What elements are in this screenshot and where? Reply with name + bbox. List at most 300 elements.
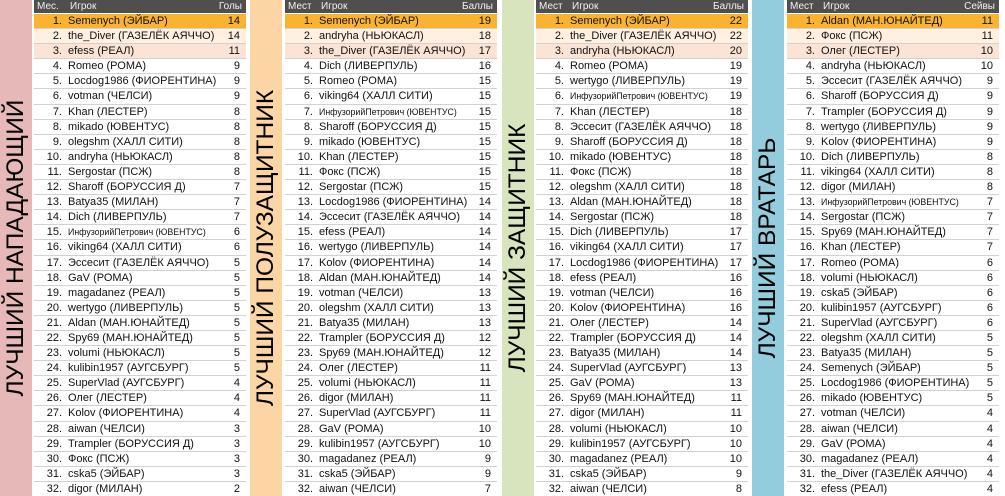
table-row: [787, 180, 999, 195]
header-stat: Баллы: [462, 1, 493, 12]
table-row: [787, 59, 999, 74]
player-name: Фокс (ПСЖ): [68, 452, 130, 465]
stat-value: 4: [233, 377, 240, 390]
player-name: andryha (НЬЮКАСЛ): [319, 30, 424, 43]
header-place: Мест: [288, 1, 312, 12]
player-name: Фокс (ПСЖ): [570, 165, 632, 178]
table-row: [34, 301, 246, 316]
player-name: wertygo (ЛИВЕРПУЛЬ): [319, 241, 435, 254]
player-name: olegshm (ХАЛЛ СИТИ): [821, 331, 936, 344]
table-row: [787, 467, 999, 482]
player-name: Эссесит (ГАЗЕЛЁК АЯЧЧО): [319, 211, 461, 224]
stat-value: 5: [986, 377, 993, 390]
table-row: [34, 422, 246, 437]
player-name: Фокс (ПСЖ): [821, 30, 883, 43]
table-row: [34, 437, 246, 452]
stat-value: 5: [233, 256, 240, 269]
player-name: GaV (РОМА): [68, 271, 133, 284]
stat-value: 11: [730, 392, 742, 405]
table-row: [285, 346, 497, 361]
stat-value: 2: [233, 482, 240, 495]
place-cell: 22.: [46, 331, 62, 344]
table-row: [34, 482, 246, 496]
player-name: Aldan (МАН.ЮНАЙТЕД): [319, 271, 441, 284]
player-name: Kolov (ФИОРЕНТИНА): [68, 407, 184, 420]
table-row: [34, 59, 246, 74]
place-cell: 26.: [548, 392, 564, 405]
player-name: Trampler (БОРУССИЯ Д): [319, 331, 445, 344]
place-cell: 19.: [46, 286, 62, 299]
place-cell: 2.: [303, 30, 313, 43]
player-name: andryha (НЬЮКАСЛ): [570, 45, 675, 58]
table-row: [285, 422, 497, 437]
table-row: [536, 14, 748, 29]
table-row: [285, 271, 497, 286]
table-row: [787, 346, 999, 361]
table-row: [34, 331, 246, 346]
table-row: [285, 89, 497, 104]
player-name: kulibin1957 (АУГСБУРГ): [821, 301, 942, 314]
table-row: [285, 286, 497, 301]
place-cell: 4.: [303, 60, 313, 73]
player-name: cska5 (ЭЙБАР): [570, 467, 647, 480]
stat-value: 13: [478, 286, 491, 299]
player-name: Locdog1986 (ФИОРЕНТИНА): [68, 75, 217, 88]
place-cell: 11.: [800, 165, 815, 178]
player-name: Romeo (РОМА): [319, 75, 397, 88]
stat-value: 14: [478, 271, 491, 284]
table-row: [285, 29, 497, 44]
table-row: [536, 406, 748, 421]
place-cell: 24.: [548, 362, 564, 375]
player-name: Batya35 (МИЛАН): [319, 316, 410, 329]
table-row: [787, 105, 999, 120]
stat-value: 15: [478, 120, 491, 133]
table-row: [536, 331, 748, 346]
place-cell: 8.: [52, 120, 62, 133]
table-row: [787, 271, 999, 286]
stat-value: 10: [729, 422, 742, 435]
table-body: [536, 14, 748, 496]
player-name: Kolov (ФИОРЕНТИНА): [319, 256, 435, 269]
table-row: [285, 331, 497, 346]
stat-value: 10: [980, 60, 993, 73]
table-row: [285, 361, 497, 376]
stat-value: 6: [986, 286, 993, 299]
stat-value: 8: [735, 482, 742, 495]
stat-value: 18: [478, 30, 491, 43]
place-cell: 26.: [46, 392, 62, 405]
stat-value: 6: [986, 256, 993, 269]
place-cell: 6.: [805, 90, 815, 103]
table-row: [787, 406, 999, 421]
place-cell: 31.: [799, 467, 815, 480]
place-cell: 27.: [297, 407, 313, 420]
table-row: [787, 135, 999, 150]
category-band-forward: [0, 0, 32, 496]
player-name: olegshm (ХАЛЛ СИТИ): [570, 181, 685, 194]
place-cell: 6.: [303, 90, 313, 103]
player-name: volumi (НЬЮКАСЛ): [570, 422, 667, 435]
stat-value: 16: [478, 60, 491, 73]
table-row: [34, 105, 246, 120]
table-row: [285, 180, 497, 195]
stat-value: 19: [478, 15, 491, 27]
stat-value: 10: [729, 452, 742, 465]
table-row: [34, 256, 246, 271]
stat-value: 7: [986, 241, 993, 254]
player-name: Trampler (БОРУССИЯ Д): [821, 105, 947, 118]
stat-value: 13: [478, 316, 491, 329]
stat-value: 7: [233, 196, 240, 209]
place-cell: 12.: [46, 181, 62, 194]
table-row: [536, 180, 748, 195]
place-cell: 32.: [799, 482, 815, 495]
category-title: ЛУЧШИЙ НАПАДАЮЩИЙ: [2, 99, 29, 397]
player-name: Эссесит (ГАЗЕЛЁК АЯЧЧО): [821, 75, 963, 88]
table-row: [34, 29, 246, 44]
player-name: olegshm (ХАЛЛ СИТИ): [319, 301, 434, 314]
place-cell: 29.: [46, 437, 62, 450]
table-row: [285, 59, 497, 74]
place-cell: 11.: [549, 165, 564, 178]
player-name: digor (МИЛАН): [319, 392, 394, 405]
player-name: mikado (ЮВЕНТУС): [821, 392, 923, 405]
player-name: volumi (НЬЮКАСЛ): [821, 271, 918, 284]
table-row: [285, 210, 497, 225]
place-cell: 21.: [46, 316, 62, 329]
stat-value: 18: [729, 196, 742, 209]
table-body: [787, 14, 999, 496]
table-row: [787, 286, 999, 301]
player-name: Sharoff (БОРУССИЯ Д): [68, 181, 186, 194]
player-name: wertygo (ЛИВЕРПУЛЬ): [821, 120, 937, 133]
table-row: [285, 437, 497, 452]
category-band-goalkeeper: [752, 0, 784, 496]
table-row: [536, 346, 748, 361]
stat-value: 18: [729, 135, 742, 148]
table-row: [536, 105, 748, 120]
table-row: [34, 44, 246, 59]
stat-value: 5: [986, 331, 993, 344]
header-player: Игрок: [321, 1, 348, 12]
place-cell: 31.: [548, 467, 564, 480]
leaderboard-defenders: [536, 0, 748, 496]
stat-value: 15: [478, 105, 491, 118]
player-name: the_Diver (ГАЗЕЛЁК АЯЧЧО): [821, 467, 968, 480]
place-cell: 9.: [805, 135, 815, 148]
table-row: [285, 135, 497, 150]
stat-value: 4: [986, 437, 993, 450]
stat-value: 22: [729, 15, 742, 27]
table-row: [787, 165, 999, 180]
place-cell: 32.: [297, 482, 313, 495]
stat-value: 11: [981, 15, 993, 27]
table-row: [787, 74, 999, 89]
table-header: [285, 0, 497, 13]
table-row: [536, 467, 748, 482]
stat-value: 13: [478, 301, 491, 314]
player-name: Kolov (ФИОРЕНТИНА): [821, 135, 937, 148]
stat-value: 14: [729, 331, 742, 344]
stat-value: 14: [478, 241, 491, 254]
player-name: aiwan (ЧЕЛСИ): [570, 482, 647, 495]
place-cell: 9.: [554, 135, 564, 148]
place-cell: 10.: [46, 150, 62, 163]
table-row: [787, 437, 999, 452]
player-name: Locdog1986 (ФИОРЕНТИНА): [821, 377, 970, 390]
table-row: [787, 240, 999, 255]
stat-value: 19: [729, 75, 742, 88]
place-cell: 7.: [554, 105, 564, 118]
table-row: [34, 74, 246, 89]
stat-value: 8: [233, 135, 240, 148]
place-cell: 13.: [297, 196, 313, 209]
stat-value: 14: [227, 30, 240, 43]
place-cell: 26.: [799, 392, 815, 405]
table-row: [536, 256, 748, 271]
stat-value: 15: [478, 165, 491, 178]
player-name: Aldan (МАН.ЮНАЙТЕД): [68, 316, 190, 329]
stat-value: 10: [478, 437, 491, 450]
place-cell: 18.: [46, 271, 62, 284]
table-row: [285, 376, 497, 391]
table-row: [787, 482, 999, 496]
place-cell: 9.: [52, 135, 62, 148]
player-name: SuperVlad (АУГСБУРГ): [821, 316, 938, 329]
stat-value: 9: [986, 120, 993, 133]
stat-value: 6: [986, 316, 993, 329]
table-row: [536, 286, 748, 301]
table-row: [536, 210, 748, 225]
place-cell: 10.: [548, 150, 564, 163]
place-cell: 30.: [297, 452, 313, 465]
stat-value: 4: [986, 482, 993, 495]
place-cell: 14.: [46, 211, 62, 224]
table-row: [787, 422, 999, 437]
table-row: [787, 331, 999, 346]
player-name: Sergostar (ПСЖ): [821, 211, 906, 224]
player-name: efess (РЕАЛ): [68, 45, 135, 58]
place-cell: 30.: [46, 452, 62, 465]
stat-value: 5: [233, 301, 240, 314]
player-name: Khan (ЛЕСТЕР): [319, 150, 399, 163]
player-name: mikado (ЮВЕНТУС): [570, 150, 672, 163]
player-name: SuperVlad (АУГСБУРГ): [68, 377, 185, 390]
stat-value: 6: [233, 226, 240, 239]
player-name: Олег (ЛЕСТЕР): [570, 316, 649, 329]
place-cell: 3.: [303, 45, 313, 58]
stat-value: 5: [233, 331, 240, 344]
stat-value: 19: [729, 90, 742, 103]
place-cell: 21.: [297, 316, 313, 329]
player-name: digor (МИЛАН): [821, 181, 896, 194]
stat-value: 11: [479, 377, 491, 390]
place-cell: 20.: [297, 301, 313, 314]
stat-value: 16: [729, 271, 742, 284]
stat-value: 8: [986, 150, 993, 163]
player-name: Sharoff (БОРУССИЯ Д): [570, 135, 688, 148]
place-cell: 28.: [297, 422, 313, 435]
player-name: Khan (ЛЕСТЕР): [821, 241, 901, 254]
table-row: [536, 165, 748, 180]
table-row: [34, 391, 246, 406]
place-cell: 7.: [52, 105, 62, 118]
stat-value: 11: [228, 45, 240, 58]
table-row: [787, 452, 999, 467]
place-cell: 28.: [46, 422, 62, 435]
player-name: the_Diver (ГАЗЕЛЁК АЯЧЧО): [319, 45, 466, 58]
player-name: Spy69 (МАН.ЮНАЙТЕД): [319, 347, 444, 360]
table-row: [536, 301, 748, 316]
player-name: GaV (РОМА): [821, 437, 886, 450]
place-cell: 25.: [799, 377, 815, 390]
stat-value: 5: [986, 347, 993, 360]
player-name: ИнфузорийПетрович (ЮВЕНТУС): [821, 197, 959, 208]
player-name: Sharoff (БОРУССИЯ Д): [821, 90, 939, 103]
place-cell: 4.: [805, 60, 815, 73]
table-row: [536, 271, 748, 286]
place-cell: 5.: [52, 75, 62, 88]
player-name: Sergostar (ПСЖ): [570, 211, 655, 224]
leaderboard-goalkeepers: [787, 0, 999, 496]
place-cell: 18.: [799, 271, 815, 284]
player-name: digor (МИЛАН): [570, 407, 645, 420]
stat-value: 5: [233, 362, 240, 375]
table-row: [285, 467, 497, 482]
place-cell: 17.: [297, 256, 313, 269]
table-row: [536, 89, 748, 104]
place-cell: 3.: [554, 45, 564, 58]
player-name: cska5 (ЭЙБАР): [319, 467, 396, 480]
table-row: [536, 44, 748, 59]
place-cell: 7.: [805, 105, 815, 118]
place-cell: 16.: [799, 241, 815, 254]
stat-value: 14: [478, 256, 491, 269]
place-cell: 6.: [52, 90, 62, 103]
player-name: efess (РЕАЛ): [821, 482, 888, 495]
table-row: [285, 14, 497, 29]
table-row: [34, 406, 246, 421]
player-name: wertygo (ЛИВЕРПУЛЬ): [68, 301, 184, 314]
table-row: [34, 180, 246, 195]
place-cell: 5.: [805, 75, 815, 88]
player-name: Sergostar (ПСЖ): [68, 165, 153, 178]
place-cell: 4.: [554, 60, 564, 73]
place-cell: 16.: [46, 241, 62, 254]
place-cell: 30.: [799, 452, 815, 465]
place-cell: 22.: [548, 331, 564, 344]
place-cell: 15.: [46, 226, 62, 239]
player-name: ИнфузорийПетрович (ЮВЕНТУС): [319, 106, 457, 117]
stat-value: 13: [729, 377, 742, 390]
table-row: [34, 316, 246, 331]
place-cell: 24.: [46, 362, 62, 375]
stat-value: 18: [729, 211, 742, 224]
player-name: Romeo (РОМА): [821, 256, 899, 269]
place-cell: 8.: [554, 120, 564, 133]
stat-value: 18: [729, 181, 742, 194]
player-name: Trampler (БОРУССИЯ Д): [570, 331, 696, 344]
table-row: [285, 44, 497, 59]
place-cell: 6.: [554, 90, 564, 103]
table-row: [285, 150, 497, 165]
place-cell: 23.: [297, 347, 313, 360]
table-row: [285, 105, 497, 120]
table-row: [34, 135, 246, 150]
player-name: viking64 (ХАЛЛ СИТИ): [68, 241, 182, 254]
stat-value: 16: [729, 286, 742, 299]
stat-value: 5: [233, 347, 240, 360]
table-row: [536, 376, 748, 391]
stat-value: 9: [986, 90, 993, 103]
table-row: [787, 391, 999, 406]
place-cell: 15.: [799, 226, 815, 239]
player-name: magadanez (РЕАЛ): [570, 452, 668, 465]
stat-value: 9: [484, 467, 491, 480]
place-cell: 10.: [297, 150, 313, 163]
stat-value: 3: [233, 437, 240, 450]
place-cell: 26.: [297, 392, 313, 405]
stat-value: 16: [729, 301, 742, 314]
table-row: [34, 210, 246, 225]
stat-value: 14: [478, 196, 491, 209]
place-cell: 2.: [554, 30, 564, 43]
player-name: magadanez (РЕАЛ): [68, 286, 166, 299]
place-cell: 19.: [297, 286, 313, 299]
stat-value: 7: [986, 226, 993, 239]
stat-value: 5: [233, 316, 240, 329]
stat-value: 15: [478, 181, 491, 194]
stat-value: 7: [484, 482, 491, 495]
stat-value: 15: [478, 75, 491, 88]
table-row: [34, 240, 246, 255]
player-name: kulibin1957 (АУГСБУРГ): [570, 437, 691, 450]
category-title: ЛУЧШИЙ ПОЛУЗАЩИТНИК: [252, 89, 279, 407]
player-name: Олег (ЛЕСТЕР): [68, 392, 147, 405]
stat-value: 20: [729, 45, 742, 58]
player-name: Эссесит (ГАЗЕЛЁК АЯЧЧО): [570, 120, 712, 133]
player-name: Олег (ЛЕСТЕР): [319, 362, 398, 375]
table-row: [787, 316, 999, 331]
player-name: aiwan (ЧЕЛСИ): [821, 422, 898, 435]
stat-value: 12: [478, 331, 491, 344]
stat-value: 7: [986, 211, 993, 224]
player-name: andryha (НЬЮКАСЛ): [68, 150, 173, 163]
table-row: [787, 150, 999, 165]
place-cell: 5.: [554, 75, 564, 88]
place-cell: 14.: [548, 211, 564, 224]
table-row: [536, 422, 748, 437]
player-name: Dich (ЛИВЕРПУЛЬ): [319, 60, 418, 73]
stat-value: 4: [986, 452, 993, 465]
player-name: Semenych (ЭЙБАР): [821, 362, 921, 375]
player-name: the_Diver (ГАЗЕЛЁК АЯЧЧО): [68, 30, 215, 43]
player-name: volumi (НЬЮКАСЛ): [319, 377, 416, 390]
player-name: Trampler (БОРУССИЯ Д): [68, 437, 194, 450]
stat-value: 14: [478, 211, 491, 224]
stat-value: 18: [729, 105, 742, 118]
player-name: volumi (НЬЮКАСЛ): [68, 347, 165, 360]
place-cell: 20.: [46, 301, 62, 314]
table-row: [285, 316, 497, 331]
player-name: viking64 (ХАЛЛ СИТИ): [570, 241, 684, 254]
table-row: [787, 44, 999, 59]
place-cell: 18.: [548, 271, 564, 284]
category-band-defender: [502, 0, 534, 496]
stat-value: 4: [986, 467, 993, 480]
table-row: [787, 376, 999, 391]
